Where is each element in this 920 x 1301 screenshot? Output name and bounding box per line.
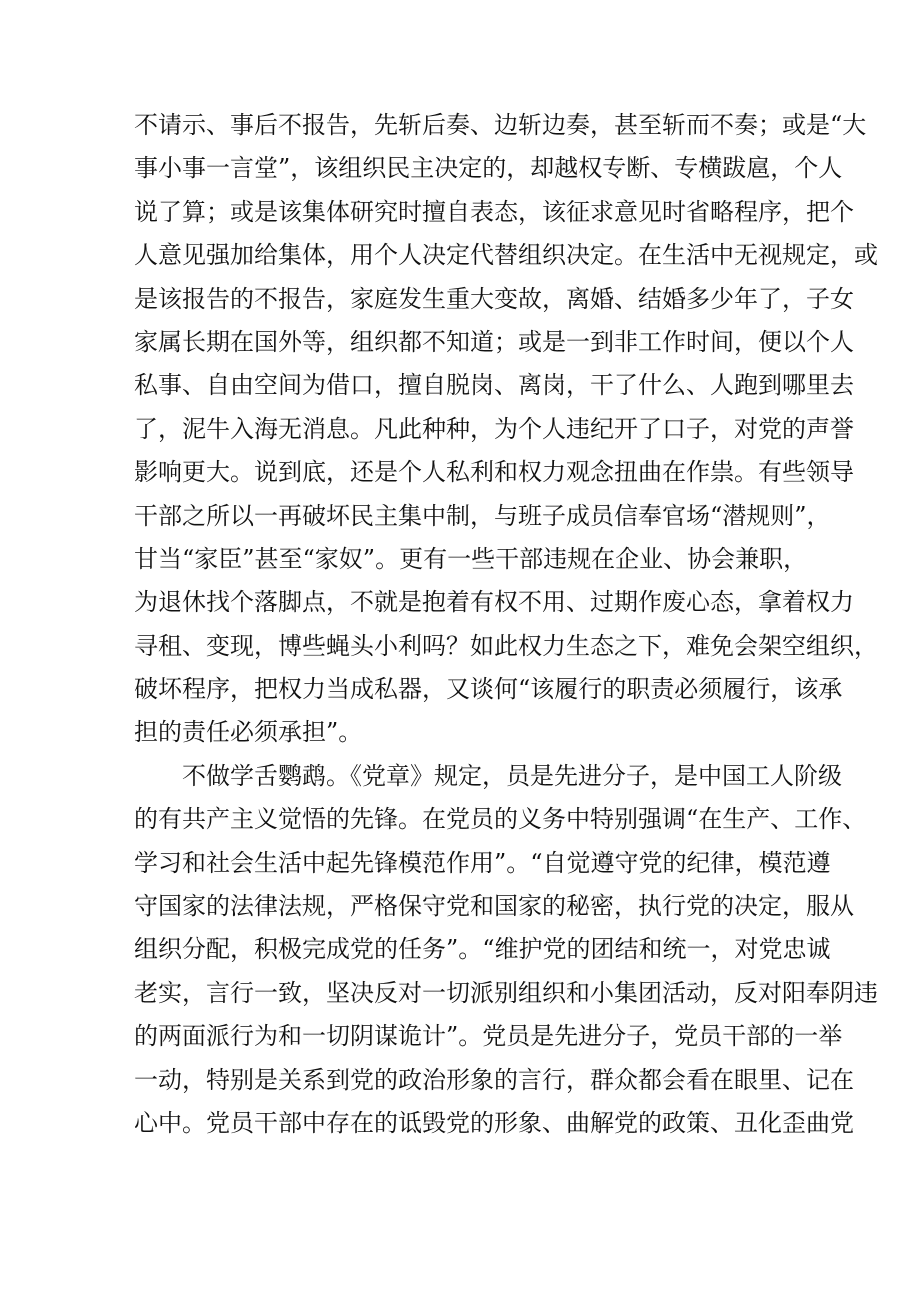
paragraph <box>134 755 878 1146</box>
text-line: 心中。党员干部中存在的诋毁党的形象、曲解党的政策、丑化歪曲党 <box>134 1108 854 1137</box>
text-line: 一动，特别是关系到党的政治形象的言行，群众都会看在眼里、记在 <box>134 1065 854 1094</box>
text-line: 学习和社会生活中起先锋模范作用”。“自觉遵守党的纪律，模范遵 <box>134 848 831 877</box>
text-line: 组织分配，积极完成党的任务”。“维护党的团结和统一，对党忠诚 <box>134 935 831 964</box>
text-line: 了，泥牛入海无消息。凡此种种，为个人违纪开了口子，对党的声誉 <box>134 414 854 443</box>
text-line: 寻租、变现，博些蝇头小利吗？如此权力生态之下，难免会架空组织， <box>134 631 878 660</box>
text-line: 不请示、事后不报告，先斩后奏、边斩边奏，甚至斩而不奏；或是“大 <box>134 111 867 139</box>
text-line: 干部之所以一再破坏民主集中制，与班子成员信奉官场“潜规则”， <box>134 501 831 530</box>
text-line: 私事、自由空间为借口，擅自脱岗、离岗，干了什么、人跑到哪里去 <box>134 371 854 400</box>
paragraph <box>134 104 878 755</box>
document-body <box>134 104 878 1145</box>
text-line: 守国家的法律法规，严格保守党和国家的秘密，执行党的决定，服从 <box>134 892 854 921</box>
text-line: 人意见强加给集体，用个人决定代替组织决定。在生活中无视规定，或 <box>134 241 878 270</box>
text-line: 的有共产主义觉悟的先锋。在党员的义务中特别强调“在生产、工作、 <box>134 805 867 834</box>
text-line: 的两面派行为和一切阴谋诡计”。党员是先进分子，党员干部的一举 <box>134 1022 843 1051</box>
text-line: 老实，言行一致，坚决反对一切派别组织和小集团活动，反对阳奉阴违 <box>134 978 878 1007</box>
text-line: 事小事一言堂”，该组织民主决定的，却越权专断、专横跋扈，个人 <box>134 154 843 183</box>
text-line: 是该报告的不报告，家庭发生重大变故，离婚、结婚多少年了，子女 <box>134 284 854 313</box>
text-line: 影响更大。说到底，还是个人私利和权力观念扭曲在作祟。有些领导 <box>134 458 854 487</box>
text-line: 担的责任必须承担”。 <box>134 718 363 747</box>
text-line: 不做学舌鹦鹉。《党章》规定，员是先进分子，是中国工人阶级 <box>182 761 842 790</box>
text-line: 破坏程序，把权力当成私器，又谈何“该履行的职责必须履行，该承 <box>134 675 843 704</box>
text-line: 为退休找个落脚点，不就是抱着有权不用、过期作废心态，拿着权力 <box>134 588 854 617</box>
text-line: 说了算；或是该集体研究时擅自表态，该征求意见时省略程序，把个 <box>134 197 854 226</box>
text-line: 甘当“家臣”甚至“家奴”。更有一些干部违规在企业、协会兼职， <box>134 544 808 573</box>
text-line: 家属长期在国外等，组织都不知道；或是一到非工作时间，便以个人 <box>134 327 854 356</box>
